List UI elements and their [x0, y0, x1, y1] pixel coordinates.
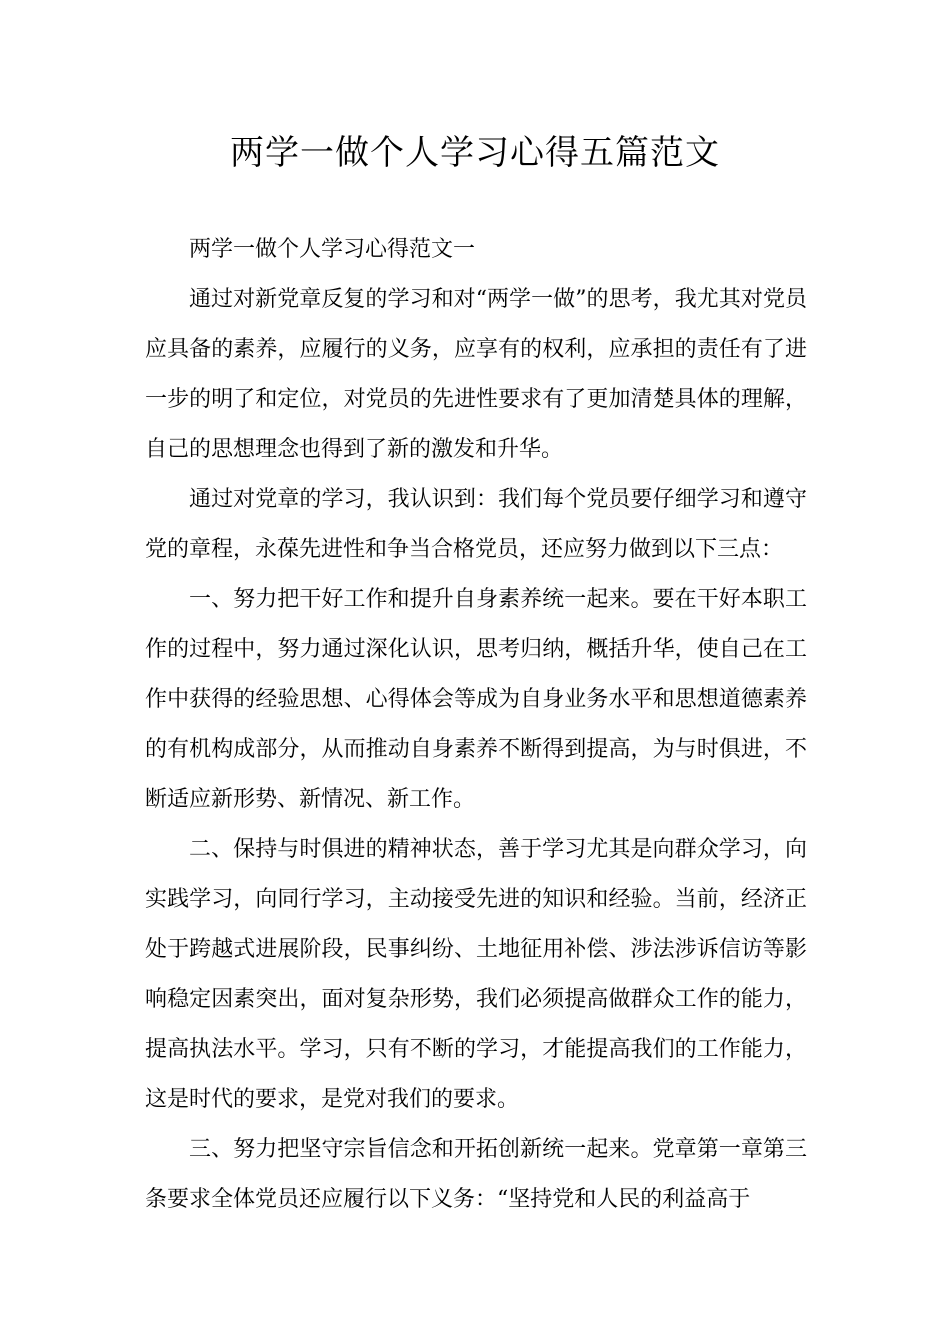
paragraph: 通过对党章的学习，我认识到：我们每个党员要仔细学习和遵守党的章程，永葆先进性和争当合格党员，还应努力做到以下三点：: [145, 487, 807, 562]
document-body: [145, 225, 807, 1225]
paragraph: 通过对新党章反复的学习和对“两学一做”的思考，我尤其对党员应具备的素养，应履行的义务，应享有的权利，应承担的责任有了进一步的明了和定位，对党员的先进性要求有了更加清楚具体的理解，自己的思想理念也得到了新的激发和升华。: [145, 287, 807, 462]
paragraph: 一、努力把干好工作和提升自身素养统一起来。要在干好本职工作的过程中，努力通过深化认识，思考归纳，概括升华，使自己在工作中获得的经验思想、心得体会等成为自身业务水平和思想道德素养的有机构成部分，从而推动自身素养不断得到提高，为与时俱进，不断适应新形势、新情况、新工作。: [145, 587, 807, 812]
document-title: 两学一做个人学习心得五篇范文: [230, 133, 720, 173]
paragraph: 二、保持与时俱进的精神状态，善于学习尤其是向群众学习，向实践学习，向同行学习，主动接受先进的知识和经验。当前，经济正处于跨越式进展阶段，民事纠纷、土地征用补偿、涉法涉诉信访等影响稳定因素突出，面对复杂形势，我们必须提高做群众工作的能力，提高执法水平。学习，只有不断的学习，才能提高我们的工作能力，这是时代的要求，是党对我们的要求。: [145, 837, 807, 1112]
section-heading: 两学一做个人学习心得范文一: [189, 237, 476, 262]
paragraph: 三、努力把坚守宗旨信念和开拓创新统一起来。党章第一章第三条要求全体党员还应履行以下义务：“坚持党和人民的利益高于: [145, 1137, 807, 1212]
